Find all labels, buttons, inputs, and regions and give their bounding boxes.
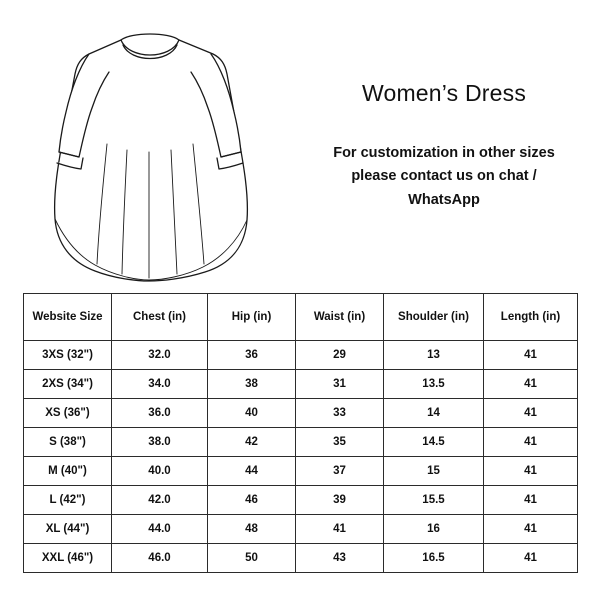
cell-hip: 42	[208, 428, 296, 457]
table-row	[24, 486, 578, 515]
table-row	[24, 457, 578, 486]
table-header	[24, 294, 578, 341]
table-row	[24, 399, 578, 428]
column-header-hip: Hip (in)	[208, 294, 296, 341]
cell-waist: 39	[296, 486, 384, 515]
cell-size: S (38")	[24, 428, 112, 457]
long-sleeve-dress-illustration-icon	[35, 24, 265, 286]
cell-waist: 43	[296, 544, 384, 573]
column-header-waist: Waist (in)	[296, 294, 384, 341]
cell-size: XXL (46")	[24, 544, 112, 573]
cell-chest: 42.0	[112, 486, 208, 515]
cell-hip: 44	[208, 457, 296, 486]
cell-size: L (42")	[24, 486, 112, 515]
cell-hip: 40	[208, 399, 296, 428]
cell-chest: 38.0	[112, 428, 208, 457]
table-row	[24, 341, 578, 370]
cell-chest: 36.0	[112, 399, 208, 428]
cell-size: 2XS (34")	[24, 370, 112, 399]
cell-hip: 38	[208, 370, 296, 399]
cell-waist: 31	[296, 370, 384, 399]
cell-size: 3XS (32")	[24, 341, 112, 370]
cell-size: XS (36")	[24, 399, 112, 428]
table-header-row	[24, 294, 578, 341]
cell-waist: 37	[296, 457, 384, 486]
cell-shoulder: 14.5	[384, 428, 484, 457]
size-table-container	[23, 293, 577, 573]
size-table	[23, 293, 578, 573]
cell-length: 41	[484, 370, 578, 399]
cell-length: 41	[484, 428, 578, 457]
cell-size: M (40")	[24, 457, 112, 486]
column-header-length: Length (in)	[484, 294, 578, 341]
cell-length: 41	[484, 457, 578, 486]
cell-hip: 46	[208, 486, 296, 515]
cell-length: 41	[484, 341, 578, 370]
table-row	[24, 544, 578, 573]
cell-shoulder: 14	[384, 399, 484, 428]
cell-shoulder: 16	[384, 515, 484, 544]
table-body	[24, 341, 578, 573]
cell-shoulder: 13.5	[384, 370, 484, 399]
cell-chest: 40.0	[112, 457, 208, 486]
cell-chest: 34.0	[112, 370, 208, 399]
cell-chest: 32.0	[112, 341, 208, 370]
cell-waist: 33	[296, 399, 384, 428]
header-section	[0, 0, 600, 288]
table-row	[24, 515, 578, 544]
column-header-chest: Chest (in)	[112, 294, 208, 341]
cell-shoulder: 15.5	[384, 486, 484, 515]
cell-waist: 35	[296, 428, 384, 457]
page-title: Women’s Dress	[361, 80, 527, 106]
cell-shoulder: 13	[384, 341, 484, 370]
customization-note: For customization in other sizes please contact us on chat / WhatsApp	[333, 144, 555, 208]
cell-length: 41	[484, 486, 578, 515]
cell-waist: 29	[296, 341, 384, 370]
cell-waist: 41	[296, 515, 384, 544]
cell-chest: 44.0	[112, 515, 208, 544]
header-text	[300, 18, 600, 212]
cell-size: XL (44")	[24, 515, 112, 544]
column-header-shoulder: Shoulder (in)	[384, 294, 484, 341]
cell-hip: 36	[208, 341, 296, 370]
cell-shoulder: 15	[384, 457, 484, 486]
table-row	[24, 428, 578, 457]
cell-chest: 46.0	[112, 544, 208, 573]
cell-shoulder: 16.5	[384, 544, 484, 573]
table-row	[24, 370, 578, 399]
cell-hip: 48	[208, 515, 296, 544]
cell-length: 41	[484, 399, 578, 428]
cell-hip: 50	[208, 544, 296, 573]
cell-length: 41	[484, 544, 578, 573]
dress-illustration	[0, 18, 300, 288]
column-header-website-size: Website Size	[24, 294, 112, 341]
cell-length: 41	[484, 515, 578, 544]
